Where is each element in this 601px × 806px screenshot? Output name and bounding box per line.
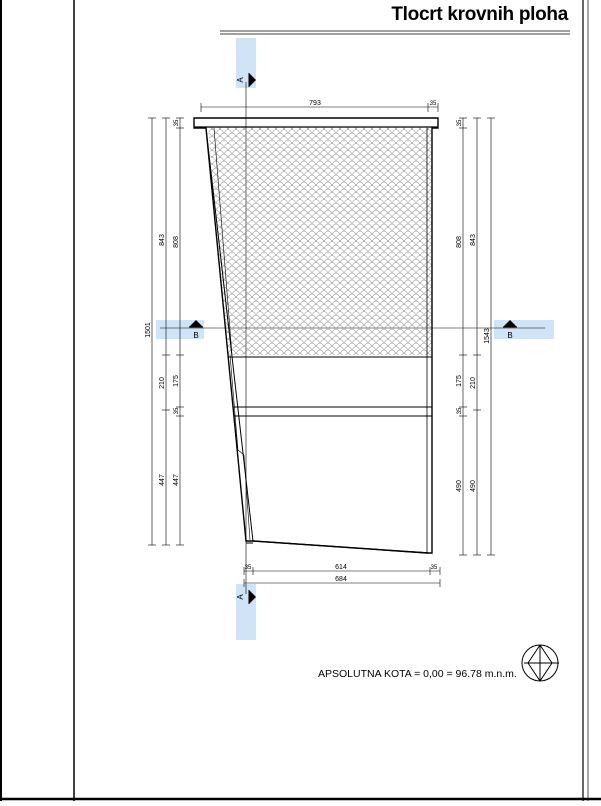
dim-right-808: 808 [456, 236, 463, 248]
dim-left-35-mid: 35 [174, 407, 180, 415]
dim-bottom-total: 684 [335, 576, 347, 583]
dim-left-210: 210 [159, 377, 166, 389]
section-label-a-bottom: A [236, 594, 245, 600]
dim-right-843: 843 [470, 234, 477, 246]
page-title: Tlocrt krovnih ploha [391, 4, 568, 25]
dim-left-447-a: 447 [159, 474, 166, 486]
dim-left-175: 175 [173, 375, 180, 387]
dim-right-35-top: 35 [457, 119, 463, 127]
dim-right-175: 175 [456, 375, 463, 387]
dim-bottom-left-overhang: 35 [244, 565, 252, 571]
dim-right-1543: 1543 [484, 328, 491, 344]
roof-outline [194, 118, 438, 553]
dim-left-843: 843 [159, 234, 166, 246]
dim-left-35-top: 35 [174, 119, 180, 127]
dim-top-overhang: 35 [429, 101, 437, 107]
dim-left-808: 808 [173, 236, 180, 248]
north-arrow-icon [522, 645, 559, 681]
dim-right-490-b: 490 [470, 480, 477, 492]
section-label-b-left: B [193, 331, 199, 340]
dim-bottom-right-overhang: 35 [430, 565, 438, 571]
dim-left-447-b: 447 [173, 474, 180, 486]
dim-right-210: 210 [470, 377, 477, 389]
dim-top-width: 793 [309, 100, 321, 107]
dim-right-490-a: 490 [456, 480, 463, 492]
dim-right-35-mid: 35 [457, 407, 463, 415]
elevation-note: APSOLUTNA KOTA = 0,00 = 96.78 m.n.m. [318, 668, 517, 680]
dim-bottom-mid: 614 [335, 564, 347, 571]
section-label-a-top: A [236, 77, 245, 83]
dim-left-total: 1501 [145, 322, 152, 338]
section-label-b-right: B [507, 331, 513, 340]
